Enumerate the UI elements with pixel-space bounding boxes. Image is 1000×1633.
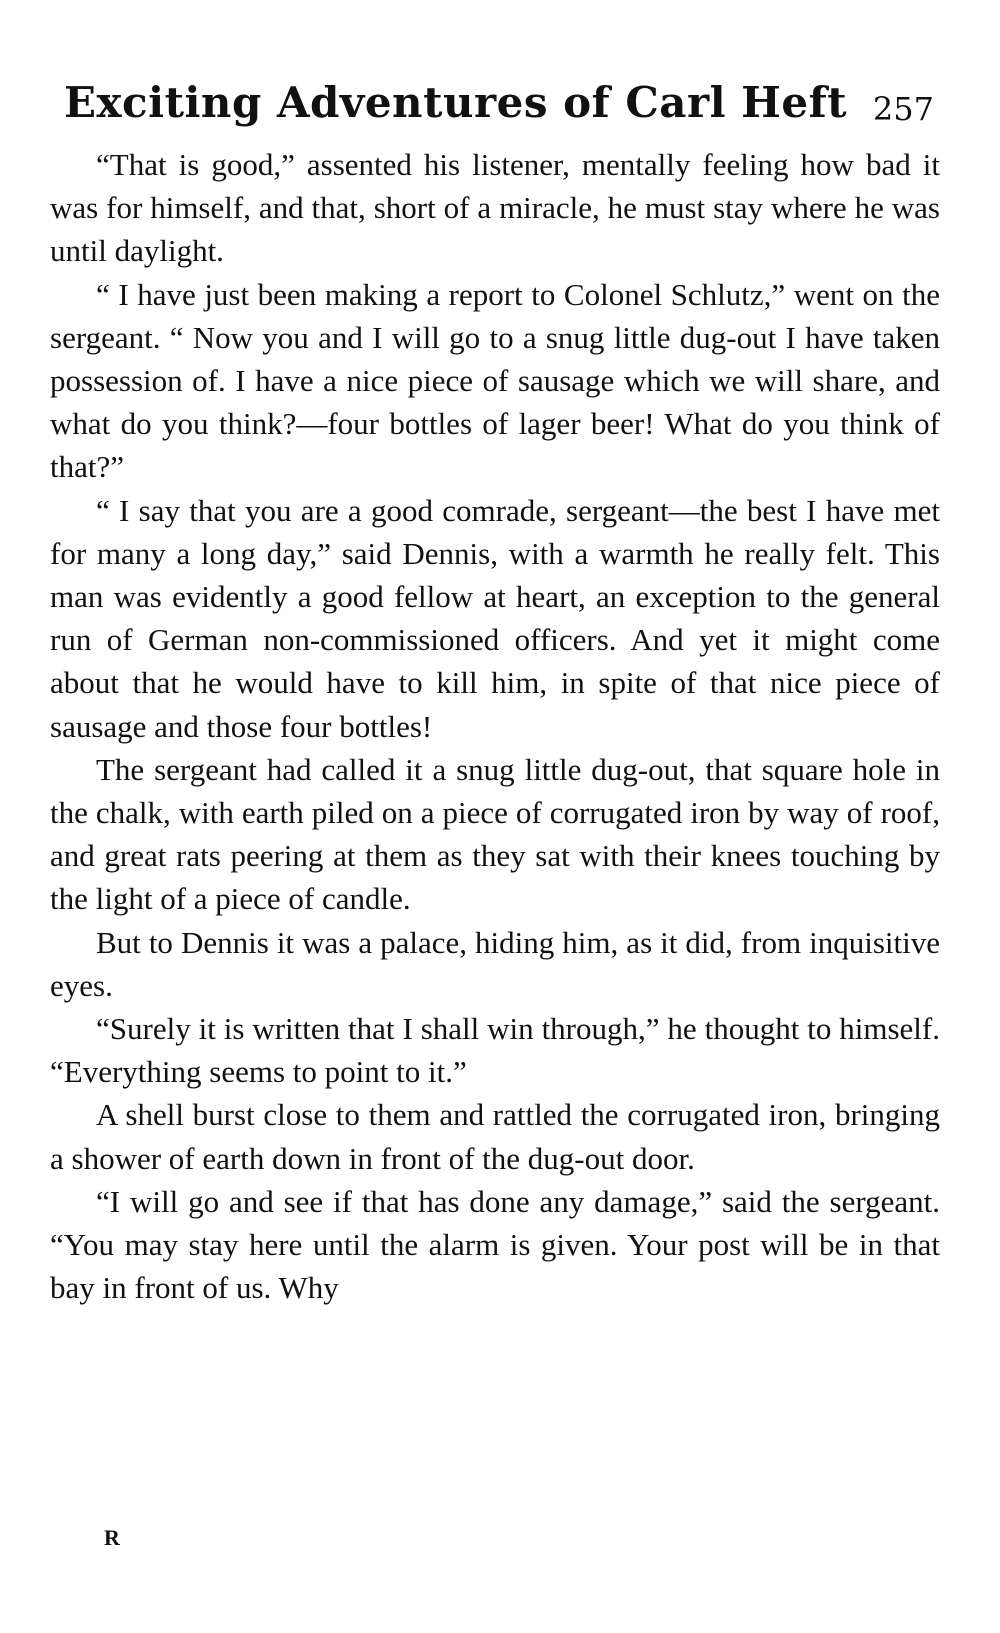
paragraph: “Surely it is written that I shall win through,” he thought to himself. “Everything seems to point to it.” [50, 1011, 940, 1090]
paragraph: “That is good,” assented his listener, mentally feeling how bad it was for himself, and that, short of a miracle, he must stay where he was until daylight. [50, 147, 940, 269]
paragraph: “ I have just been making a report to Colonel Schlutz,” went on the sergeant. “ Now you and I will go to a snug little dug-out I have taken possession of. I have a nice piece of sausage which we will share, and what do you think?—four bottles of lager beer! What do you think of that?” [50, 276, 940, 485]
paragraph: But to Dennis it was a palace, hiding him, as it did, from inquisitive eyes. [50, 924, 940, 1003]
body-text [50, 143, 940, 1309]
paragraph: “ I say that you are a good comrade, sergeant—the best I have met for many a long day,” said Dennis, with a warmth he really felt. This man was evidently a good fellow at heart, an exception to the general run of German non-commissioned officers. And yet it might come about that he would have to kill him, in spite of that nice piece of sausage and those four bottles! [50, 492, 940, 744]
paragraph: The sergeant had called it a snug little dug-out, that square hole in the chalk, with earth piled on a piece of corrugated iron by way of roof, and great rats peering at them as they sat with their knees touching by the light of a piece of candle. [50, 751, 940, 917]
page-number: 257 [872, 90, 934, 128]
paragraph: A shell burst close to them and rattled the corrugated iron, bringing a shower of earth down in front of the dug-out door. [50, 1097, 940, 1176]
running-title: Exciting Adventures of Carl Heft [64, 78, 848, 127]
paragraph: “I will go and see if that has done any damage,” said the sergeant. “You may stay here until the alarm is given. Your post will be in that bay in front of us. Why [50, 1183, 940, 1306]
page-header [64, 68, 934, 138]
signature-mark: R [104, 1525, 120, 1550]
